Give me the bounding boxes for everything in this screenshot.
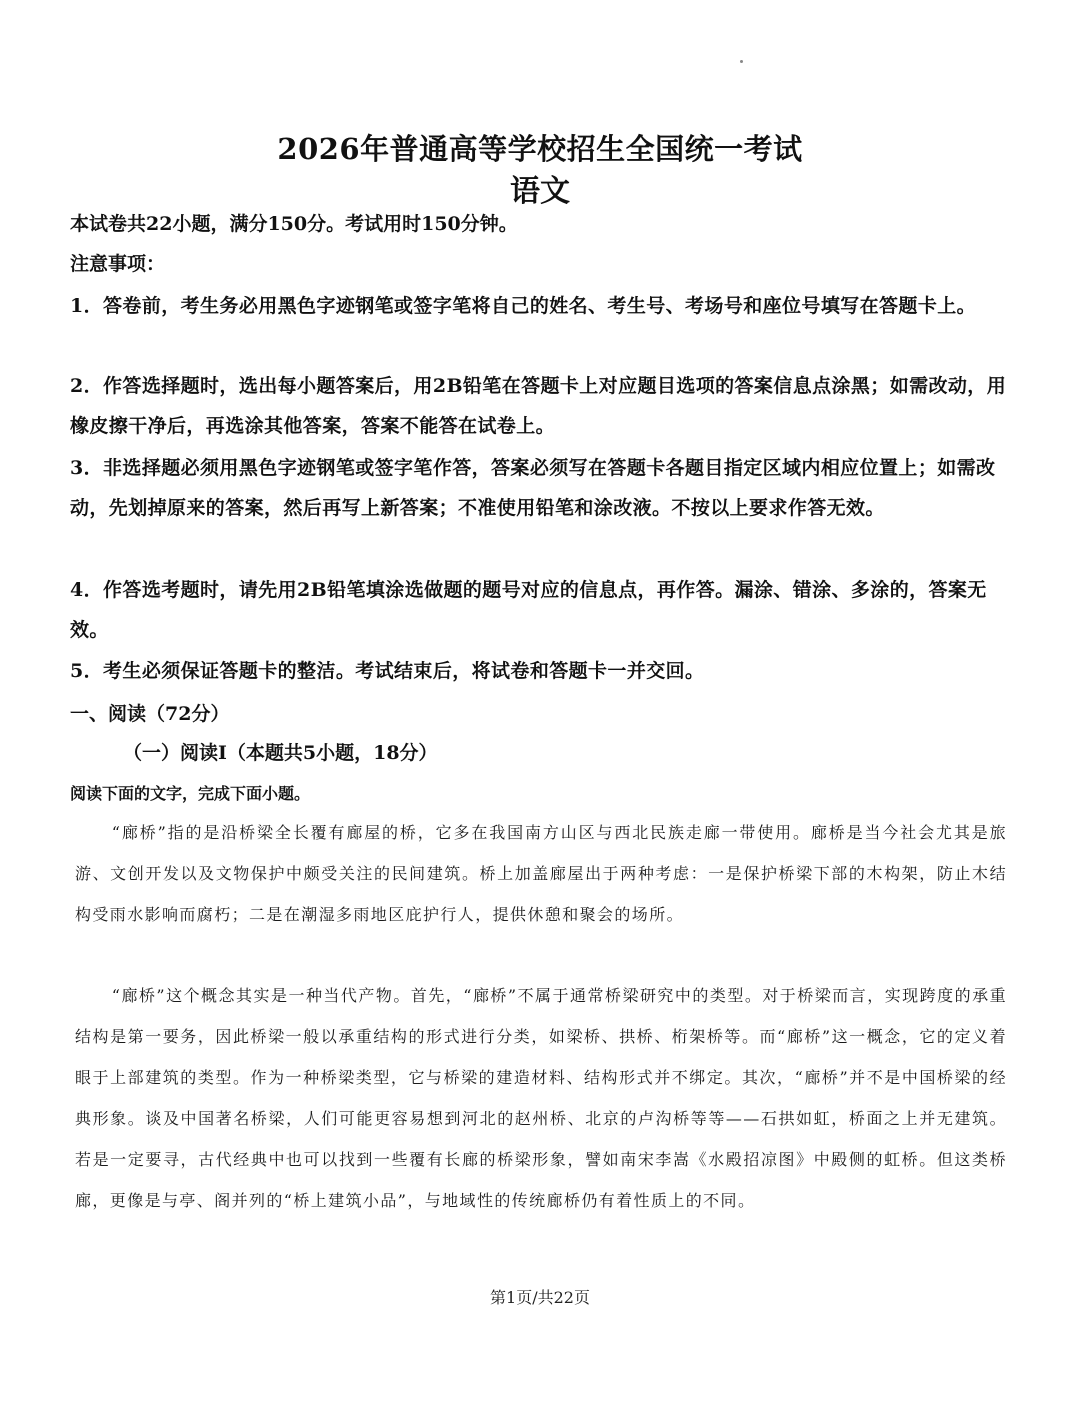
notice-item: 5．考生必须保证答题卡的整洁。考试结束后，将试卷和答题卡一并交回。 [70, 660, 705, 682]
reading-instruction: 阅读下面的文字，完成下面小题。 [70, 784, 311, 803]
exam-title: 2026年普通高等学校招生全国统一考试 [277, 132, 803, 166]
notice-item: 4．作答选考题时，请先用2B铅笔填涂选做题的题号对应的信息点，再作答。漏涂、错涂、多涂的，答案无效。 [70, 579, 987, 641]
notice-item: 2．作答选择题时，选出每小题答案后，用2B铅笔在答题卡上对应题目选项的答案信息点涂黑；如需改动，用橡皮擦干净后，再选涂其他答案，答案不能答在试卷上。 [70, 375, 1007, 437]
section-heading: 一、阅读（72分） [70, 703, 230, 725]
reading-paragraph: “廊桥”指的是沿桥梁全长覆有廊屋的桥，它多在我国南方山区与西北民族走廊一带使用。廊桥是当今社会尤其是旅游、文创开发以及文物保护中颇受关注的民间建筑。桥上加盖廊屋出于两种考虑：一是保护桥梁下部的木构架，防止木结构受雨水影响而腐朽；二是在潮湿多雨地区庇护行人，提供休憩和聚会的场所。 [75, 823, 1007, 924]
notice-item: 1．答卷前，考生务必用黑色字迹钢笔或签字笔将自己的姓名、考生号、考场号和座位号填写在答题卡上。 [70, 295, 977, 317]
notice-item: 3．非选择题必须用黑色字迹钢笔或签字笔作答，答案必须写在答题卡各题目指定区域内相应位置上；如需改动，先划掉原来的答案，然后再写上新答案；不准使用铅笔和涂改液。不按以上要求作答无效。 [70, 457, 996, 519]
reading-paragraph: “廊桥”这个概念其实是一种当代产物。首先，“廊桥”不属于通常桥梁研究中的类型。对于桥梁而言，实现跨度的承重结构是第一要务，因此桥梁一般以承重结构的形式进行分类，如梁桥、拱桥、桁架桥等。而“廊桥”这一概念，它的定义着眼于上部建筑的类型。作为一种桥梁类型，它与桥梁的建造材料、结构形式并不绑定。其次，“廊桥”并不是中国桥梁的经典形象。谈及中国著名桥梁，人们可能更容易想到河北的赵州桥、北京的卢沟桥等等——石拱如虹，桥面之上并无建筑。若是一定要寻，古代经典中也可以找到一些覆有长廊的桥梁形象，譬如南宋李嵩《水殿招凉图》中殿侧的虹桥。但这类桥廊，更像是与亭、阁并列的“桥上建筑小品”，与地域性的传统廊桥仍有着性质上的不同。 [75, 986, 1007, 1210]
page-number: 第1页/共22页 [490, 1288, 590, 1307]
notice-heading: 注意事项： [70, 253, 166, 275]
scan-speck [740, 60, 743, 63]
subsection-heading: （一）阅读Ⅰ（本题共5小题，18分） [123, 742, 438, 764]
exam-subject: 语文 [510, 174, 570, 209]
exam-summary: 本试卷共22小题，满分150分。考试用时150分钟。 [70, 213, 518, 235]
